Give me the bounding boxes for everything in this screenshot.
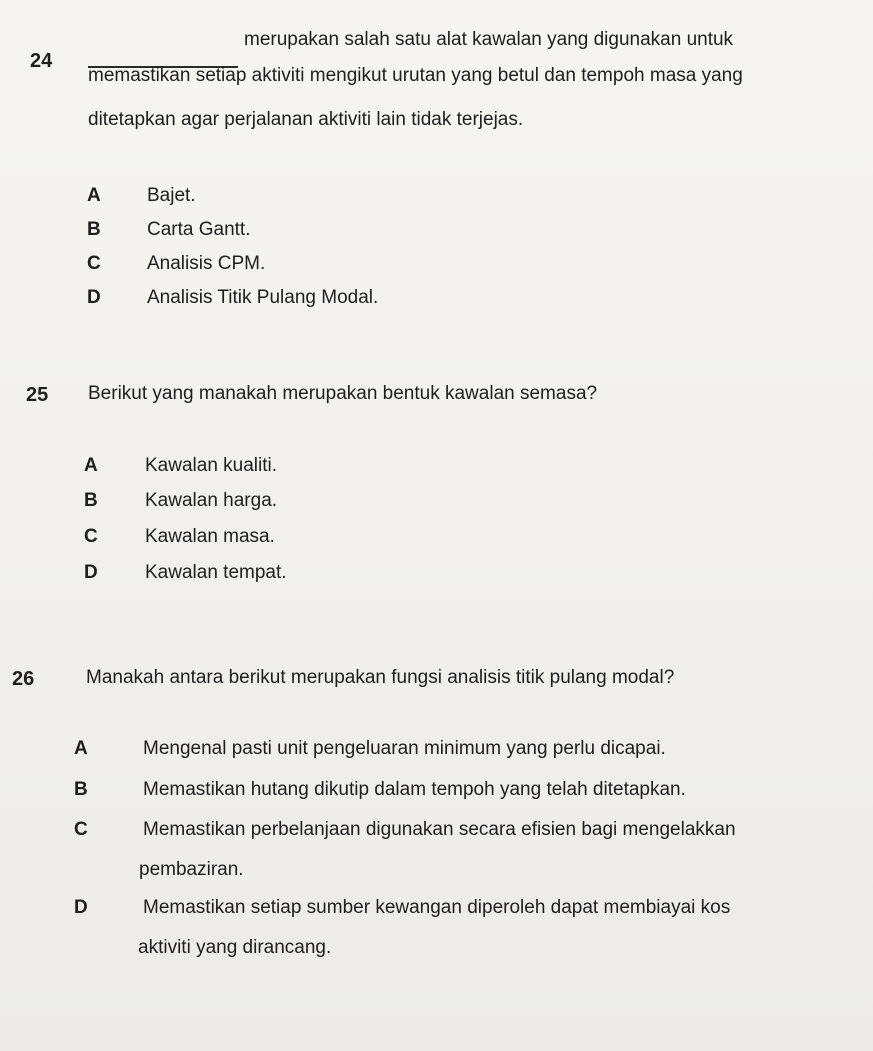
question-24-option-b-letter: B <box>87 219 101 240</box>
question-26-option-c-text-line-2: pembaziran. <box>139 859 244 880</box>
question-25-option-c-letter: C <box>84 526 98 547</box>
question-25-option-d-letter: D <box>84 562 98 583</box>
question-26-option-d-text-line-2: aktiviti yang dirancang. <box>138 937 332 958</box>
question-24-option-a-text: Bajet. <box>147 185 196 206</box>
question-26-stem: Manakah antara berikut merupakan fungsi analisis titik pulang modal? <box>86 667 675 688</box>
question-24-option-c-text: Analisis CPM. <box>147 253 266 274</box>
question-25-option-a-letter: A <box>84 455 98 476</box>
question-26-option-c-letter: C <box>74 819 88 840</box>
question-24-option-d-text: Analisis Titik Pulang Modal. <box>147 287 379 308</box>
question-24-stem-line-1: merupakan salah satu alat kawalan yang digunakan untuk <box>244 29 734 50</box>
question-24-number: 24 <box>30 50 53 72</box>
question-24-option-b-text: Carta Gantt. <box>147 219 251 240</box>
question-24-stem-line-2: memastikan setiap aktiviti mengikut urutan yang betul dan tempoh masa yang <box>88 65 743 86</box>
question-24-stem-line-3: ditetapkan agar perjalanan aktiviti lain tidak terjejas. <box>88 109 524 130</box>
question-25-option-b-letter: B <box>84 490 98 511</box>
question-26-option-b-text: Memastikan hutang dikutip dalam tempoh yang telah ditetapkan. <box>143 779 686 800</box>
question-24-option-c-letter: C <box>87 253 101 274</box>
question-24-option-d-letter: D <box>87 287 101 308</box>
question-24-option-a-letter: A <box>87 185 101 206</box>
question-26-option-b-letter: B <box>74 779 88 800</box>
question-25-option-b-text: Kawalan harga. <box>145 490 278 511</box>
question-26-option-a-letter: A <box>74 738 88 759</box>
question-25-stem: Berikut yang manakah merupakan bentuk kawalan semasa? <box>88 383 598 404</box>
question-25-option-a-text: Kawalan kualiti. <box>145 455 278 476</box>
question-25-option-c-text: Kawalan masa. <box>145 526 275 547</box>
question-25-option-d-text: Kawalan tempat. <box>145 562 287 583</box>
question-26-option-c-text-line-1: Memastikan perbelanjaan digunakan secara efisien bagi mengelakkan <box>143 819 736 840</box>
question-26-number: 26 <box>12 668 35 690</box>
question-26-option-d-text-line-1: Memastikan setiap sumber kewangan diperoleh dapat membiayai kos <box>143 897 731 918</box>
question-26-option-a-text: Mengenal pasti unit pengeluaran minimum yang perlu dicapai. <box>143 738 666 759</box>
question-26-option-d-letter: D <box>74 897 88 918</box>
question-25-number: 25 <box>26 384 49 406</box>
